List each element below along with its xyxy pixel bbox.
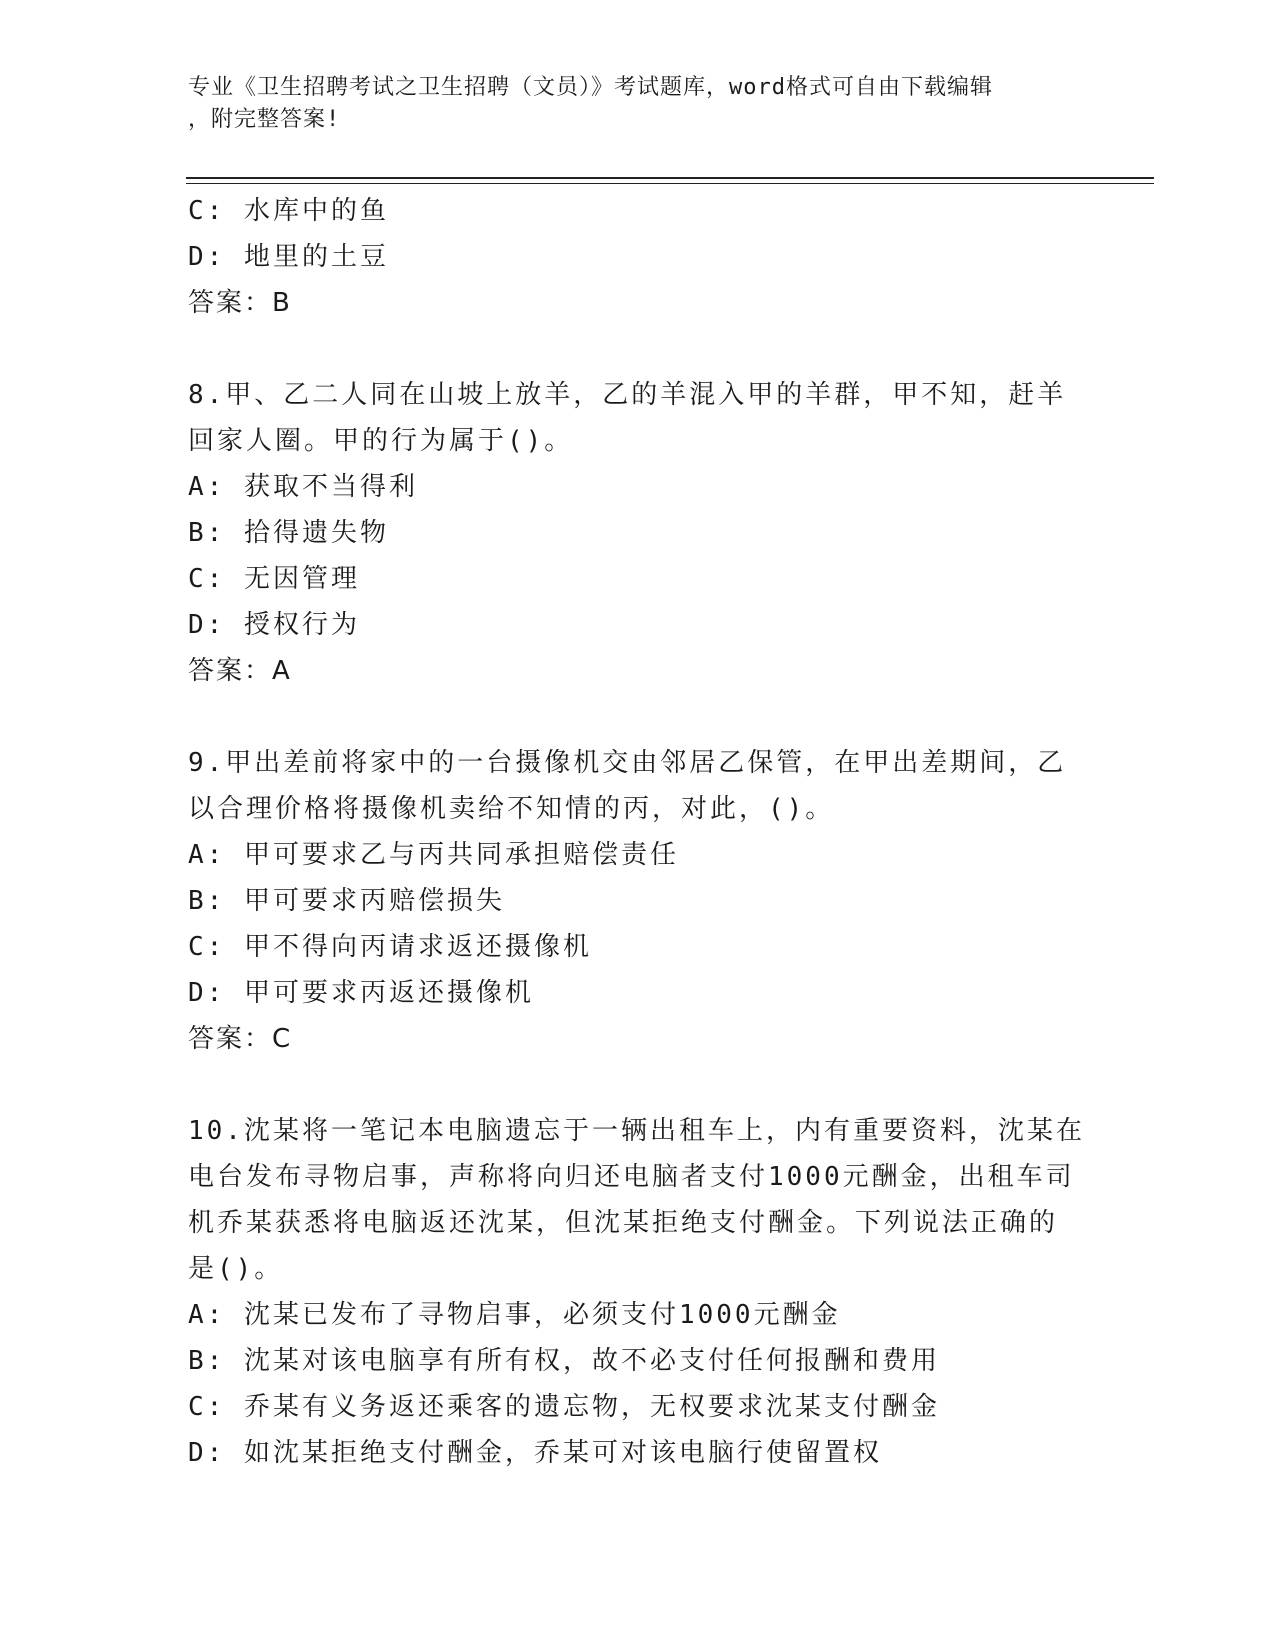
question-8 — [188, 372, 1108, 694]
document-header — [188, 72, 1088, 136]
option-c: C: 甲不得向丙请求返还摄像机 — [188, 932, 592, 962]
spacer — [188, 694, 1108, 740]
question-stem: 是()。 — [188, 1254, 284, 1284]
option-b: B: 甲可要求丙赔偿损失 — [188, 886, 505, 916]
answer: 答案：C — [188, 1024, 293, 1054]
option-c: C: 乔某有义务返还乘客的遗忘物，无权要求沈某支付酬金 — [188, 1392, 940, 1422]
option-c: C: 无因管理 — [188, 564, 360, 594]
question-stem: 回家人圈。甲的行为属于()。 — [188, 426, 574, 456]
question-9 — [188, 740, 1108, 1062]
question-stem: 8.甲、乙二人同在山坡上放羊，乙的羊混入甲的羊群，甲不知，赶羊 — [188, 380, 1067, 410]
question-stem: 9.甲出差前将家中的一台摄像机交由邻居乙保管，在甲出差期间，乙 — [188, 748, 1067, 778]
option-d: D: 授权行为 — [188, 610, 360, 640]
option-d: D: 甲可要求丙返还摄像机 — [188, 978, 534, 1008]
answer: 答案：B — [188, 288, 292, 318]
question-stem: 机乔某获悉将电脑返还沈某，但沈某拒绝支付酬金。下列说法正确的 — [188, 1208, 1059, 1238]
option-a: A: 获取不当得利 — [188, 472, 418, 502]
option-b: B: 拾得遗失物 — [188, 518, 389, 548]
header-line-2: ，附完整答案! — [188, 107, 341, 132]
question-stem: 10.沈某将一笔记本电脑遗忘于一辆出租车上，内有重要资料，沈某在 — [188, 1116, 1085, 1146]
header-line-1: 专业《卫生招聘考试之卫生招聘（文员）》考试题库，word格式可自由下载编辑 — [188, 75, 993, 100]
question-10 — [188, 1108, 1108, 1476]
answer: 答案：A — [188, 656, 292, 686]
question-list — [188, 188, 1108, 1476]
header-rule-thin — [186, 183, 1154, 184]
option-a: A: 沈某已发布了寻物启事，必须支付1000元酬金 — [188, 1300, 841, 1330]
option-b: B: 沈某对该电脑享有所有权，故不必支付任何报酬和费用 — [188, 1346, 940, 1376]
question-stem: 电台发布寻物启事，声称将向归还电脑者支付1000元酬金，出租车司 — [188, 1162, 1075, 1192]
spacer — [188, 326, 1108, 372]
option-c: C: 水库中的鱼 — [188, 196, 389, 226]
option-a: A: 甲可要求乙与丙共同承担赔偿责任 — [188, 840, 679, 870]
question-stem: 以合理价格将摄像机卖给不知情的丙，对此，()。 — [188, 794, 835, 824]
option-d: D: 地里的土豆 — [188, 242, 389, 272]
header-rule-thick — [186, 177, 1154, 179]
option-d: D: 如沈某拒绝支付酬金，乔某可对该电脑行使留置权 — [188, 1438, 882, 1468]
question-7 — [188, 188, 1108, 326]
spacer — [188, 1062, 1108, 1108]
